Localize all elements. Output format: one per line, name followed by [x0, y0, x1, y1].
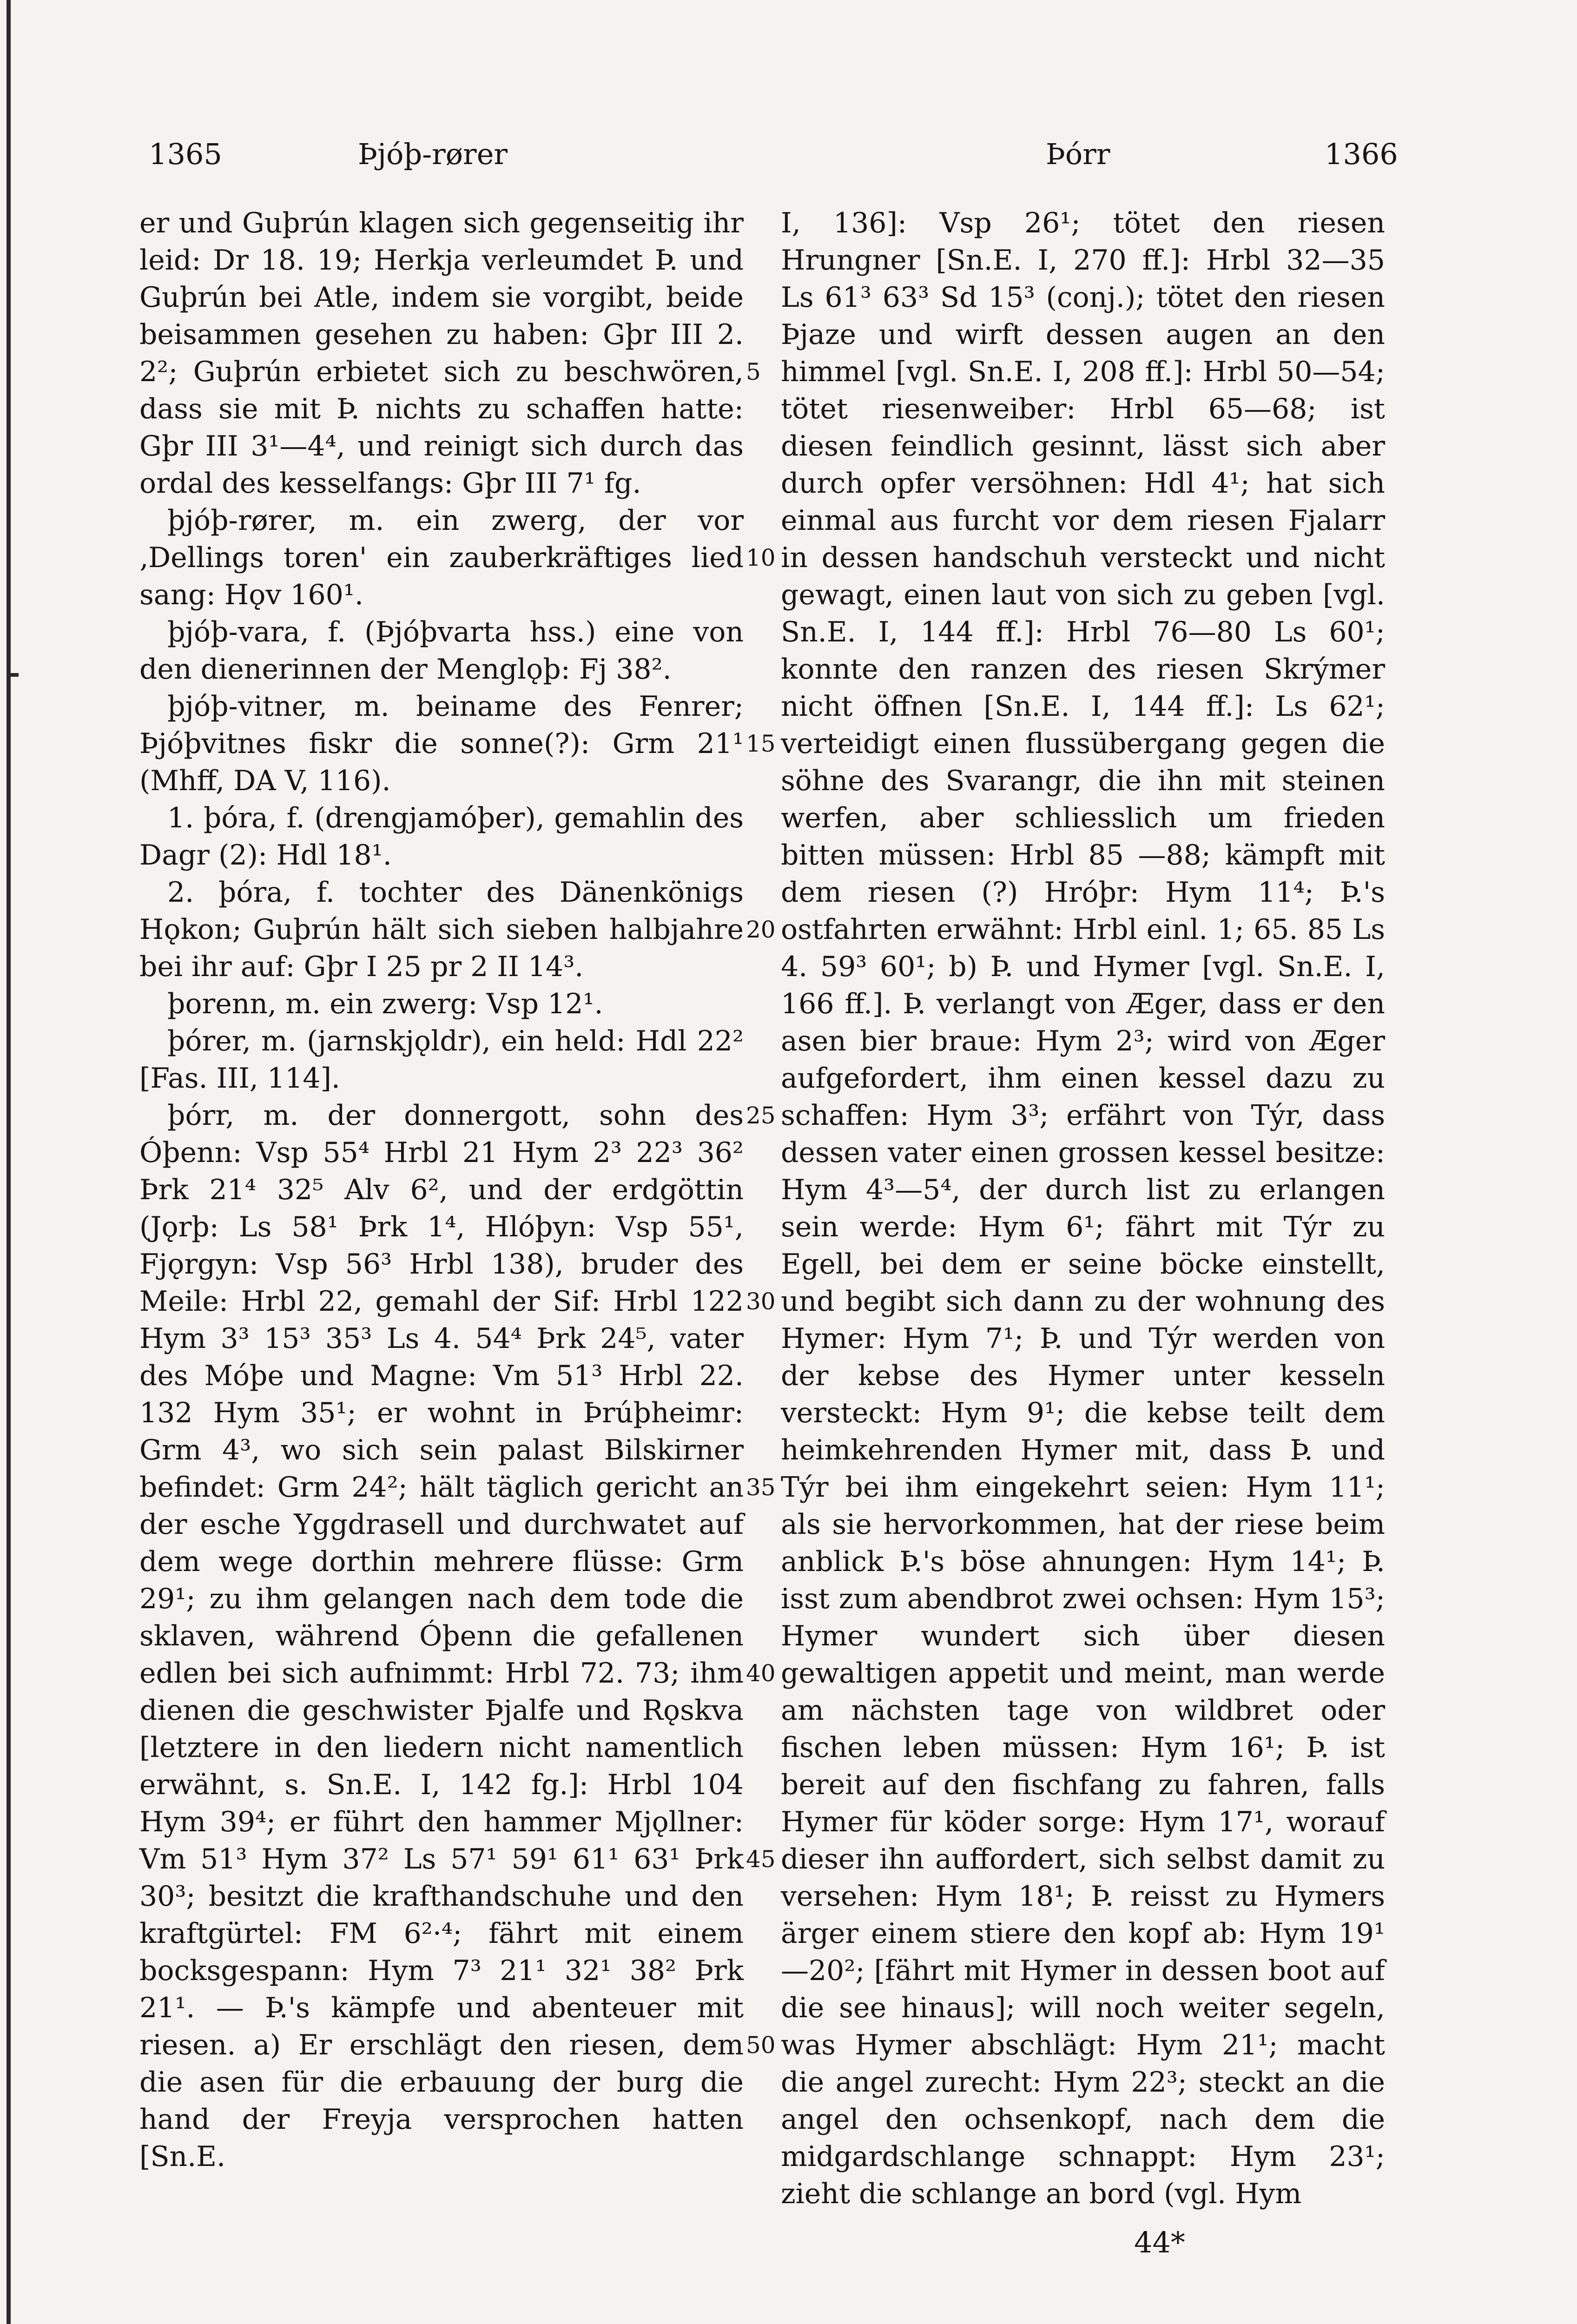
entry-paragraph: þjóþ-vara, f. (Þjóþvarta hss.) eine von den dienerinnen der Menglǫþ: Fj 38². [139, 616, 744, 686]
line-number: 5 [746, 358, 761, 385]
entry-paragraph: 2. þóra, f. tochter des Dänenkönigs Hǫkon; Guþrún hält sich sieben halbjahre bei ihr auf: Gþr I 25 pr 2 II 14³. [139, 876, 744, 983]
right-running-head: Þórr [1046, 137, 1110, 171]
entry-paragraph: þjóþ-rører, m. ein zwerg, der vor ‚Dellings toren' ein zauberkräftiges lied sang: Hǫv 160¹. [139, 504, 744, 611]
entry-paragraph: I, 136]: Vsp 26¹; tötet den riesen Hrungner [Sn.E. I, 270 ff.]: Hrbl 32—35 Ls 61³ 63³ Sd 15³ (conj.); tötet den riesen Þjaze und wirft dessen augen an den himmel [vgl. Sn.E. I, 208 ff.]: Hrbl 50—54; tötet riesenweiber: Hrbl 65—68; ist diesen feindlich gesinnt, lässt sich aber durch opfer versöhnen: Hdl 4¹; hat sich einmal aus furcht vor dem riesen Fjalarr in dessen handschuh versteckt und nicht gewagt, einen laut von sich zu geben [vgl. Sn.E. I, 144 ff.]: Hrbl 76—80 Ls 60¹; konnte den ranzen des riesen Skrýmer nicht öffnen [Sn.E. I, 144 ff.]: Ls 62¹; verteidigt einen flussübergang gegen die söhne des Svarangr, die ihn mit steinen werfen, aber schliesslich um frieden bitten müssen: Hrbl 85 —88; kämpft mit dem riesen (?) Hróþr: Hym 11⁴; Þ.'s ostfahrten erwähnt: Hrbl einl. 1; 65. 85 Ls 4. 59³ 60¹; b) Þ. und Hymer [vgl. Sn.E. I, 166 ff.]. Þ. verlangt von Æger, dass er den asen bier braue: Hym 2³; wird von Æger aufgefordert, ihm einen kessel dazu zu schaffen: Hym 3³; erfährt von Týr, dass dessen vater einen grossen kessel besitze: Hym 4³—5⁴, der durch list zu erlangen sein werde: Hym 6¹; fährt mit Týr zu Egell, bei dem er seine böcke einstellt, und begibt sich dann zu der wohnung des Hymer: Hym 7¹; Þ. und Týr werden von der kebse des Hymer unter kesseln versteckt: Hym 9¹; die kebse teilt dem heimkehrenden Hymer mit, dass Þ. und Týr bei ihm eingekehrt seien: Hym 11¹; als sie hervorkommen, hat der riese beim anblick Þ.'s böse ahnungen: Hym 14¹; Þ. isst zum abendbrot zwei ochsen: Hym 15³; Hymer wundert sich über diesen gewaltigen appetit und meint, man werde am nächsten tage von wildbret oder fischen leben müssen: Hym 16¹; Þ. ist bereit auf den fischfang zu fahren, falls Hymer für köder sorge: Hym 17¹, worauf dieser ihn auffordert, sich selbst damit zu versehen: Hym 18¹; Þ. reisst zu Hymers ärger einem stiere den kopf ab: Hym 19¹ —20²; [fährt mit Hymer in dessen boot auf die see hinaus]; will noch weiter segeln, was Hymer abschlägt: Hym 21¹; macht die angel zurecht: Hym 22³; steckt an die angel den ochsenkopf, nach dem die midgardschlange schnappt: Hym 23¹; zieht die schlange an bord (vgl. Hym [781, 207, 1385, 2210]
line-number: 40 [746, 1660, 776, 1687]
entry-paragraph: þórr, m. der donnergott, sohn des Óþenn: Vsp 55⁴ Hrbl 21 Hym 2³ 22³ 36² Þrk 21⁴ 32⁵ Alv 6², und der erdgöttin (Jǫrþ: Ls 58¹ Þrk 1⁴, Hlóþyn: Vsp 55¹, Fjǫrgyn: Vsp 56³ Hrbl 138), bruder des Meile: Hrbl 22, gemahl der Sif: Hrbl 122 Hym 3³ 15³ 35³ Ls 4. 54⁴ Þrk 24⁵, vater des Móþe und Magne: Vm 51³ Hrbl 22. 132 Hym 35¹; er wohnt in Þrúþheimr: Grm 4³, wo sich sein palast Bilskirner befindet: Grm 24²; hält täglich gericht an der esche Yggdrasell und durchwatet auf dem wege dorthin mehrere flüsse: Grm 29¹; zu ihm gelangen nach dem tode die sklaven, während Óþenn die gefallenen edlen bei sich aufnimmt: Hrbl 72. 73; ihm dienen die geschwister Þjalfe und Rǫskva [letztere in den liedern nicht namentlich erwähnt, s. Sn.E. I, 142 fg.]: Hrbl 104 Hym 39⁴; er führt den hammer Mjǫllner: Vm 51³ Hym 37² Ls 57¹ 59¹ 61¹ 63¹ Þrk 30³; besitzt die krafthandschuhe und den kraftgürtel: FM 6²·⁴; fährt mit einem bocksgespann: Hym 7³ 21¹ 32¹ 38² Þrk 21¹. — Þ.'s kämpfe und abenteuer mit riesen. a) Er erschlägt den riesen, dem die asen für die erbauung der burg die hand der Freyja versprochen hatten [Sn.E. [139, 1099, 744, 2173]
right-column [781, 205, 1385, 2212]
entry-paragraph: þorenn, m. ein zwerg: Vsp 12¹. [167, 988, 603, 1020]
line-number: 35 [746, 1474, 776, 1501]
entry-paragraph: þjóþ-vitner, m. beiname des Fenrer; Þjóþvitnes fiskr die sonne(?): Grm 21¹ (Mhff, DA V, 116). [139, 690, 744, 797]
entry-paragraph: 1. þóra, f. (drengjamóþer), gemahlin des Dagr (2): Hdl 18¹. [139, 802, 744, 872]
entry-paragraph: þórer, m. (jarnskjǫldr), ein held: Hdl 22² [Fas. III, 114]. [139, 1025, 744, 1095]
line-number: 15 [746, 730, 776, 757]
signature-mark: 44* [1134, 2225, 1185, 2259]
right-page-number: 1366 [1325, 137, 1398, 171]
entry-paragraph: er und Guþrún klagen sich gegenseitig ihr leid: Dr 18. 19; Herkja verleumdet Þ. und Guþrún bei Atle, indem sie vorgibt, beide beisammen gesehen zu haben: Gþr III 2. 2²; Guþrún erbietet sich zu beschwören, dass sie mit Þ. nichts zu schaffen hatte: Gþr III 3¹—4⁴, und reinigt sich durch das ordal des kesselfangs: Gþr III 7¹ fg. [139, 207, 744, 500]
line-number: 25 [746, 1102, 776, 1129]
page-edge-rule [7, 0, 11, 2324]
line-number: 45 [746, 1846, 776, 1873]
left-page-number: 1365 [149, 137, 222, 171]
margin-tick-mark [7, 673, 19, 677]
left-column [139, 205, 744, 2175]
line-number: 50 [746, 2032, 776, 2059]
line-number: 10 [746, 544, 776, 571]
line-number: 30 [746, 1288, 776, 1315]
line-number: 20 [746, 916, 776, 943]
left-running-head: Þjóþ-rører [358, 137, 508, 171]
